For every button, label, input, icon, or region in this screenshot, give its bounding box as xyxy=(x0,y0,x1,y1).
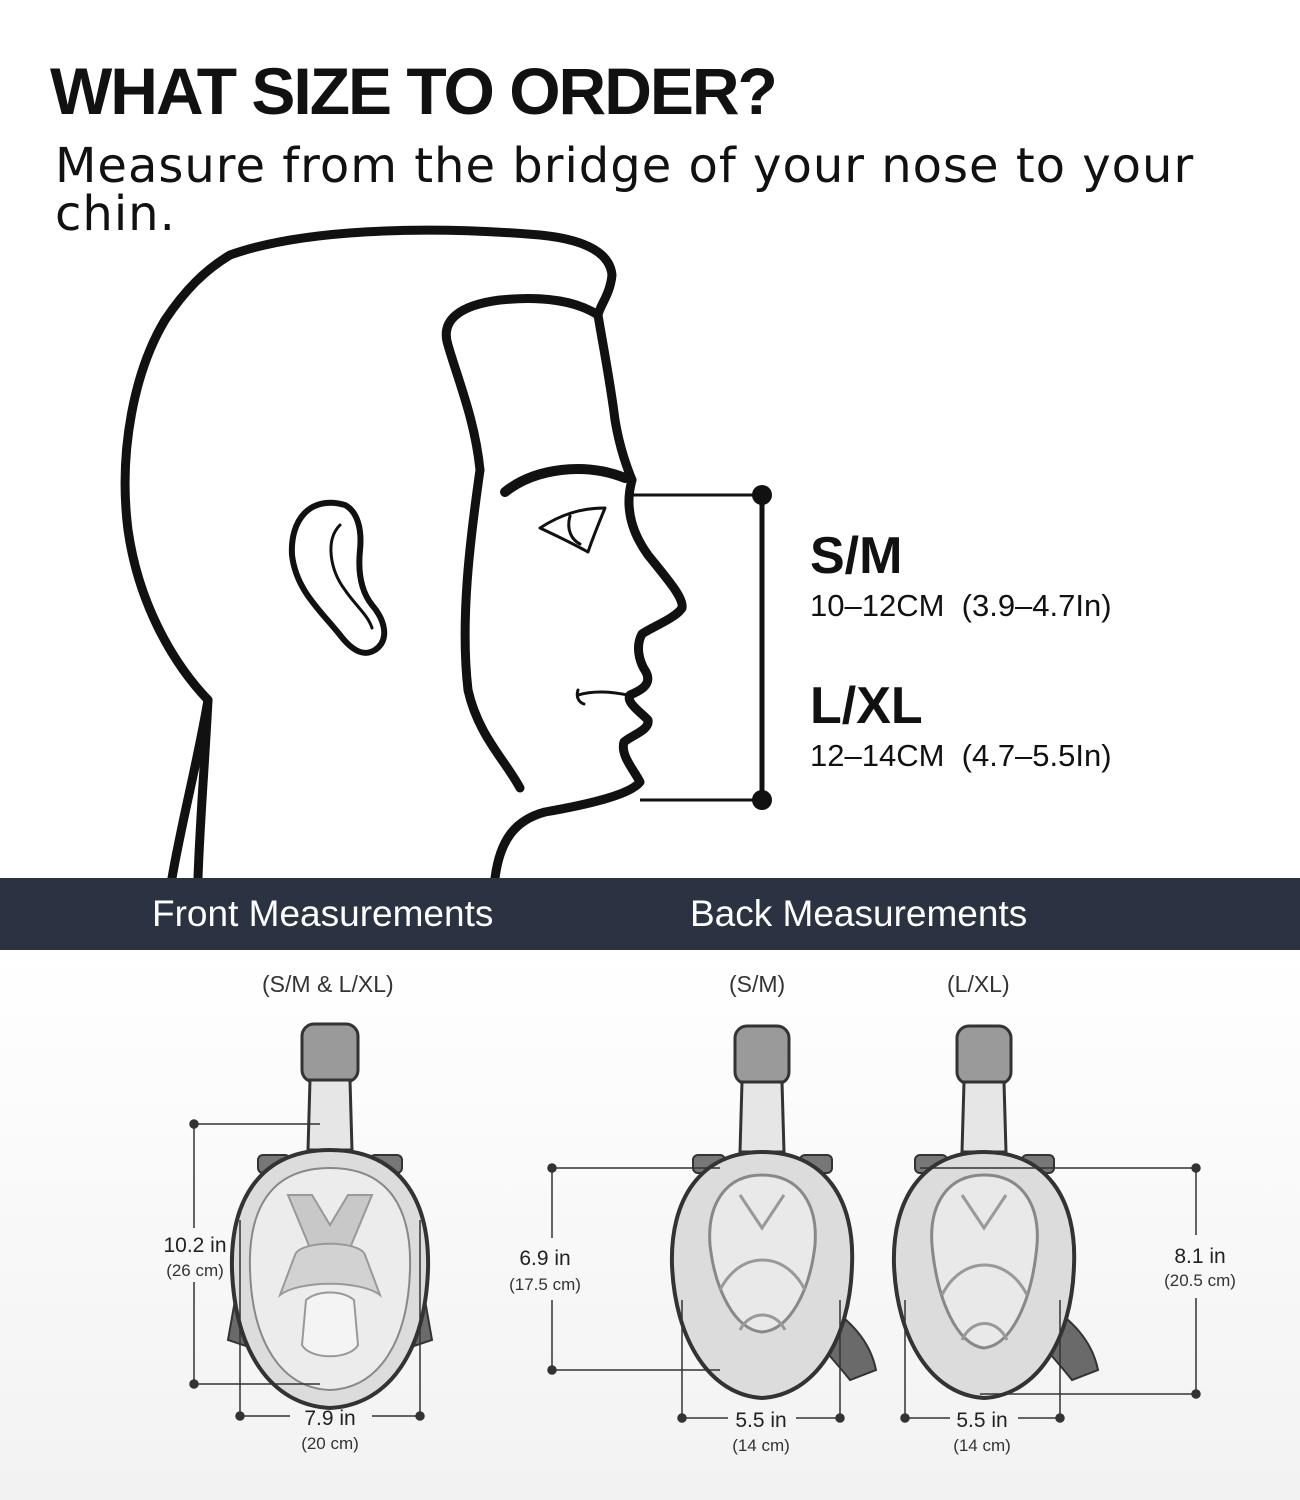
page-title: WHAT SIZE TO ORDER? xyxy=(50,54,776,128)
back-sm-width-cm: (14 cm) xyxy=(732,1436,790,1455)
back-mask-sm-drawing xyxy=(672,1026,876,1398)
instruction-text: Measure from the bridge of your nose to your chin. xyxy=(55,138,1195,242)
front-height-in: 10.2 in xyxy=(163,1234,227,1257)
back-sm-width-in: 5.5 in xyxy=(735,1409,787,1432)
back-lxl-width-in: 5.5 in xyxy=(956,1409,1008,1432)
back-sm-height-cm: (17.5 cm) xyxy=(509,1275,581,1294)
back-sm-height-in: 6.9 in xyxy=(519,1247,571,1270)
back-sm-caption: (S/M) xyxy=(729,971,786,997)
front-measurements-heading: Front Measurements xyxy=(152,893,494,934)
back-measurements-heading: Back Measurements xyxy=(690,893,1028,934)
size-sm-label: S/M xyxy=(810,527,903,585)
back-lxl-height-cm: (20.5 cm) xyxy=(1164,1271,1236,1290)
front-size-caption: (S/M & L/XL) xyxy=(262,971,394,997)
front-height-cm: (26 cm) xyxy=(166,1261,224,1280)
back-lxl-caption: (L/XL) xyxy=(947,971,1010,997)
back-lxl-height-in: 8.1 in xyxy=(1174,1245,1226,1268)
front-width-in: 7.9 in xyxy=(304,1407,356,1430)
front-mask-drawing xyxy=(228,1024,432,1408)
back-lxl-width-cm: (14 cm) xyxy=(953,1436,1011,1455)
back-mask-lxl-drawing xyxy=(894,1026,1098,1398)
front-width-cm: (20 cm) xyxy=(301,1434,359,1453)
size-lxl-label: L/XL xyxy=(810,677,923,735)
size-sm-range: 10–12CM (3.9–4.7In) xyxy=(810,588,1112,623)
size-lxl-range: 12–14CM (4.7–5.5In) xyxy=(810,738,1112,773)
